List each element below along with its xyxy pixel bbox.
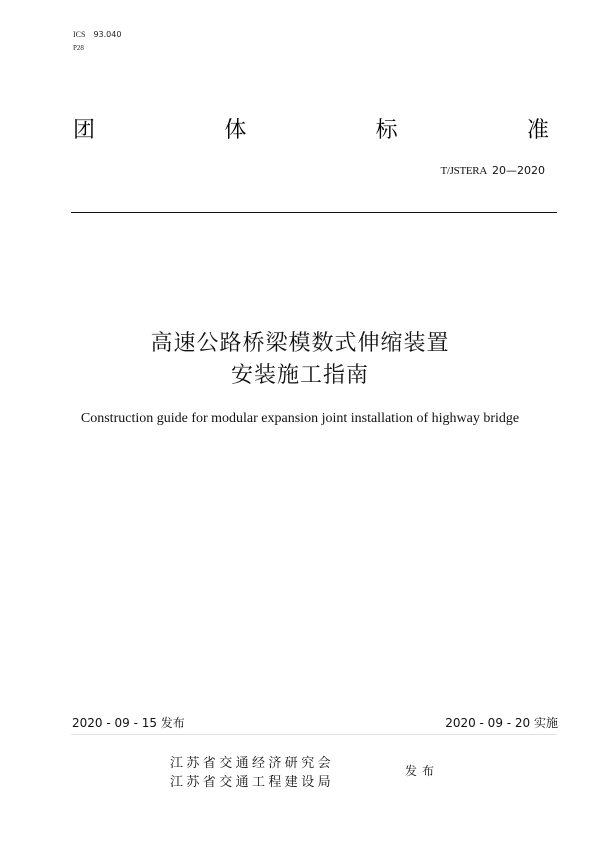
title-chinese-line-2: 安装施工指南 [230, 363, 369, 388]
ccs-code: P28 [73, 44, 84, 52]
standard-number-prefix: T/JSTERA [440, 165, 487, 177]
ics-label: ICS [73, 30, 86, 39]
standard-type-char: 团 [73, 118, 96, 143]
ics-code: 93.040 [93, 30, 122, 39]
title-english: Construction guide for modular expansion joint installation of highway bridge [80, 411, 520, 426]
standard-number-value: 20—2020 [492, 164, 545, 177]
standard-type-heading [73, 116, 549, 146]
publisher-1: 江苏省交通经济研究会 [170, 756, 335, 771]
ics-classification [73, 29, 121, 41]
standard-type-char: 体 [224, 118, 247, 143]
publish-label: 发布 [405, 764, 440, 778]
header-divider [71, 212, 557, 213]
standard-type-char: 准 [526, 118, 549, 143]
footer-divider [71, 734, 557, 735]
title-chinese-line-1: 高速公路桥梁模数式伸缩装置 [150, 331, 450, 356]
standard-type-char: 标 [375, 118, 398, 143]
standard-number [441, 164, 546, 177]
issue-date: 2020 - 09 - 15 发布 [72, 716, 185, 730]
publisher-2: 江苏省交通工程建设局 [170, 775, 335, 790]
implementation-date: 2020 - 09 - 20 实施 [445, 716, 558, 730]
